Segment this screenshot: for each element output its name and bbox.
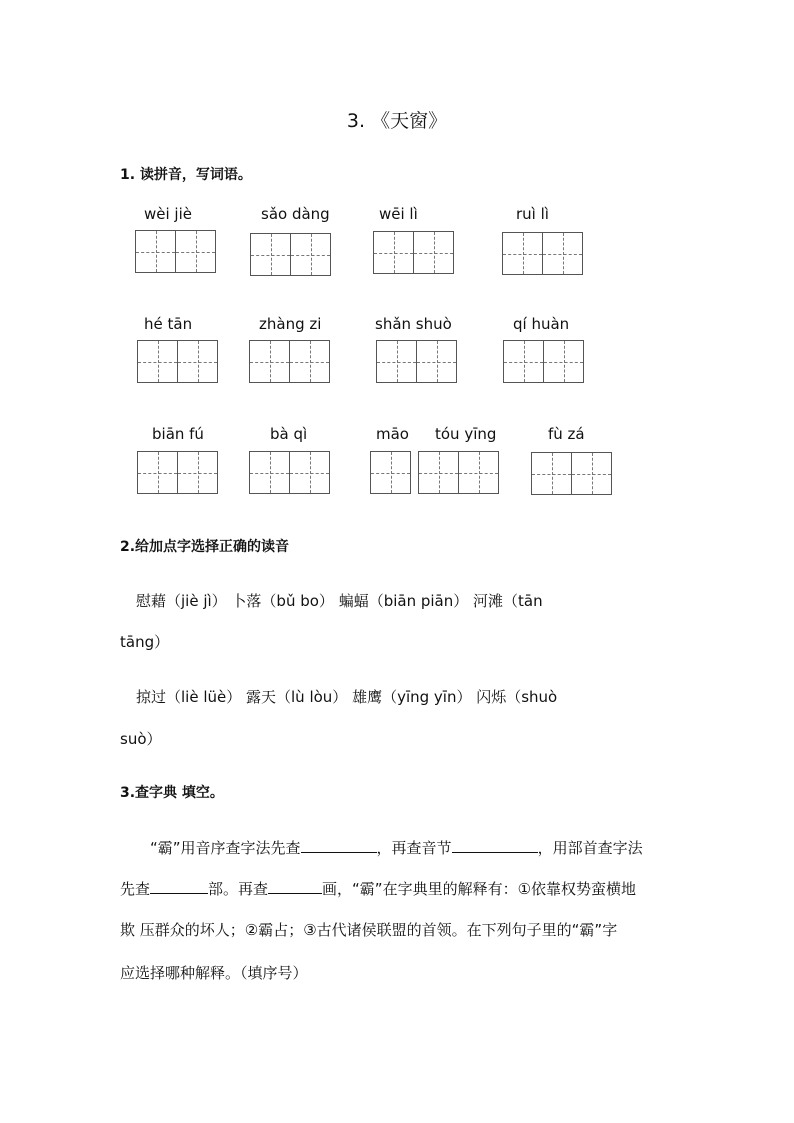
grid-cell[interactable] bbox=[376, 340, 417, 383]
writing-grid[interactable] bbox=[249, 340, 329, 383]
grid-cell[interactable] bbox=[137, 451, 178, 494]
grid-cell[interactable] bbox=[543, 340, 584, 383]
writing-grid[interactable] bbox=[373, 231, 453, 274]
grid-cell[interactable] bbox=[289, 340, 330, 383]
text-segment: 部。再查 bbox=[208, 880, 269, 898]
pinyin-label: wēi lì bbox=[379, 205, 418, 223]
grid-cell[interactable] bbox=[177, 340, 218, 383]
writing-grid[interactable] bbox=[249, 451, 329, 494]
grid-cell[interactable] bbox=[531, 452, 572, 495]
pinyin-label: māo bbox=[376, 425, 409, 443]
answer-blank[interactable] bbox=[301, 838, 377, 853]
pinyin-label: shǎn shuò bbox=[375, 315, 452, 333]
paragraph-line bbox=[120, 878, 636, 899]
writing-grid[interactable] bbox=[418, 451, 498, 494]
section1-heading: 1. 读拼音，写词语。 bbox=[120, 167, 252, 183]
grid-cell[interactable] bbox=[413, 231, 454, 274]
writing-grid[interactable] bbox=[137, 451, 217, 494]
grid-cell[interactable] bbox=[137, 340, 178, 383]
paragraph-line: 应选择哪种解释。（填序号） bbox=[120, 964, 308, 982]
writing-grid[interactable] bbox=[370, 451, 410, 494]
grid-cell[interactable] bbox=[370, 451, 411, 494]
writing-grid[interactable] bbox=[531, 452, 611, 495]
text-segment: 先查 bbox=[120, 880, 151, 898]
answer-blank[interactable] bbox=[268, 879, 322, 894]
grid-cell[interactable] bbox=[503, 340, 544, 383]
grid-cell[interactable] bbox=[249, 340, 290, 383]
page-title: 3. 《天窗》 bbox=[346, 110, 448, 132]
paragraph-line: 欺 压群众的坏人；②霸占；③古代诸侯联盟的首领。在下列句子里的“霸”字 bbox=[120, 921, 618, 939]
pinyin-label: sǎo dàng bbox=[261, 205, 330, 223]
grid-cell[interactable] bbox=[373, 231, 414, 274]
pinyin-label: biān fú bbox=[152, 425, 204, 443]
grid-cell[interactable] bbox=[458, 451, 499, 494]
question-line: suò） bbox=[120, 730, 162, 748]
grid-cell[interactable] bbox=[290, 233, 331, 276]
pinyin-label: zhàng zi bbox=[259, 315, 322, 333]
grid-cell[interactable] bbox=[571, 452, 612, 495]
writing-grid[interactable] bbox=[502, 232, 582, 275]
question-line: tāng） bbox=[120, 633, 170, 651]
text-segment: 画，“霸”在字典里的解释有：①依靠权势蛮横地 bbox=[322, 880, 637, 898]
section2-heading: 2.给加点字选择正确的读音 bbox=[120, 539, 290, 555]
grid-cell[interactable] bbox=[502, 232, 543, 275]
question-line: 慰藉（jiè jì） 卜落（bǔ bo） 蝙蝠（biān piān） 河滩（tān bbox=[136, 592, 543, 610]
answer-blank[interactable] bbox=[452, 838, 538, 853]
text-segment: ，再查音节 bbox=[376, 839, 452, 857]
writing-grid[interactable] bbox=[250, 233, 330, 276]
text-segment: ，用部首查字法 bbox=[537, 839, 643, 857]
grid-cell[interactable] bbox=[418, 451, 459, 494]
pinyin-label: hé tān bbox=[144, 315, 193, 333]
grid-cell[interactable] bbox=[135, 230, 176, 273]
grid-cell[interactable] bbox=[542, 232, 583, 275]
writing-grid[interactable] bbox=[376, 340, 456, 383]
grid-cell[interactable] bbox=[250, 233, 291, 276]
paragraph-line bbox=[150, 837, 643, 858]
grid-cell[interactable] bbox=[175, 230, 216, 273]
pinyin-label: bà qì bbox=[270, 425, 308, 443]
pinyin-label: wèi jiè bbox=[144, 205, 192, 223]
writing-grid[interactable] bbox=[137, 340, 217, 383]
question-line: 掠过（liè lüè） 露天（lù lòu） 雄鹰（yīng yīn） 闪烁（shuò bbox=[136, 688, 558, 706]
section3-heading: 3.查字典 填空。 bbox=[120, 785, 224, 801]
grid-cell[interactable] bbox=[416, 340, 457, 383]
writing-grid[interactable] bbox=[135, 230, 215, 273]
pinyin-label: fù zá bbox=[548, 425, 585, 443]
answer-blank[interactable] bbox=[150, 879, 208, 894]
writing-grid[interactable] bbox=[503, 340, 583, 383]
pinyin-label: tóu yīng bbox=[435, 425, 497, 443]
pinyin-label: qí huàn bbox=[513, 315, 570, 333]
pinyin-label: ruì lì bbox=[516, 205, 549, 223]
grid-cell[interactable] bbox=[249, 451, 290, 494]
grid-cell[interactable] bbox=[289, 451, 330, 494]
text-segment: “霸”用音序查字法先查 bbox=[150, 839, 301, 857]
grid-cell[interactable] bbox=[177, 451, 218, 494]
